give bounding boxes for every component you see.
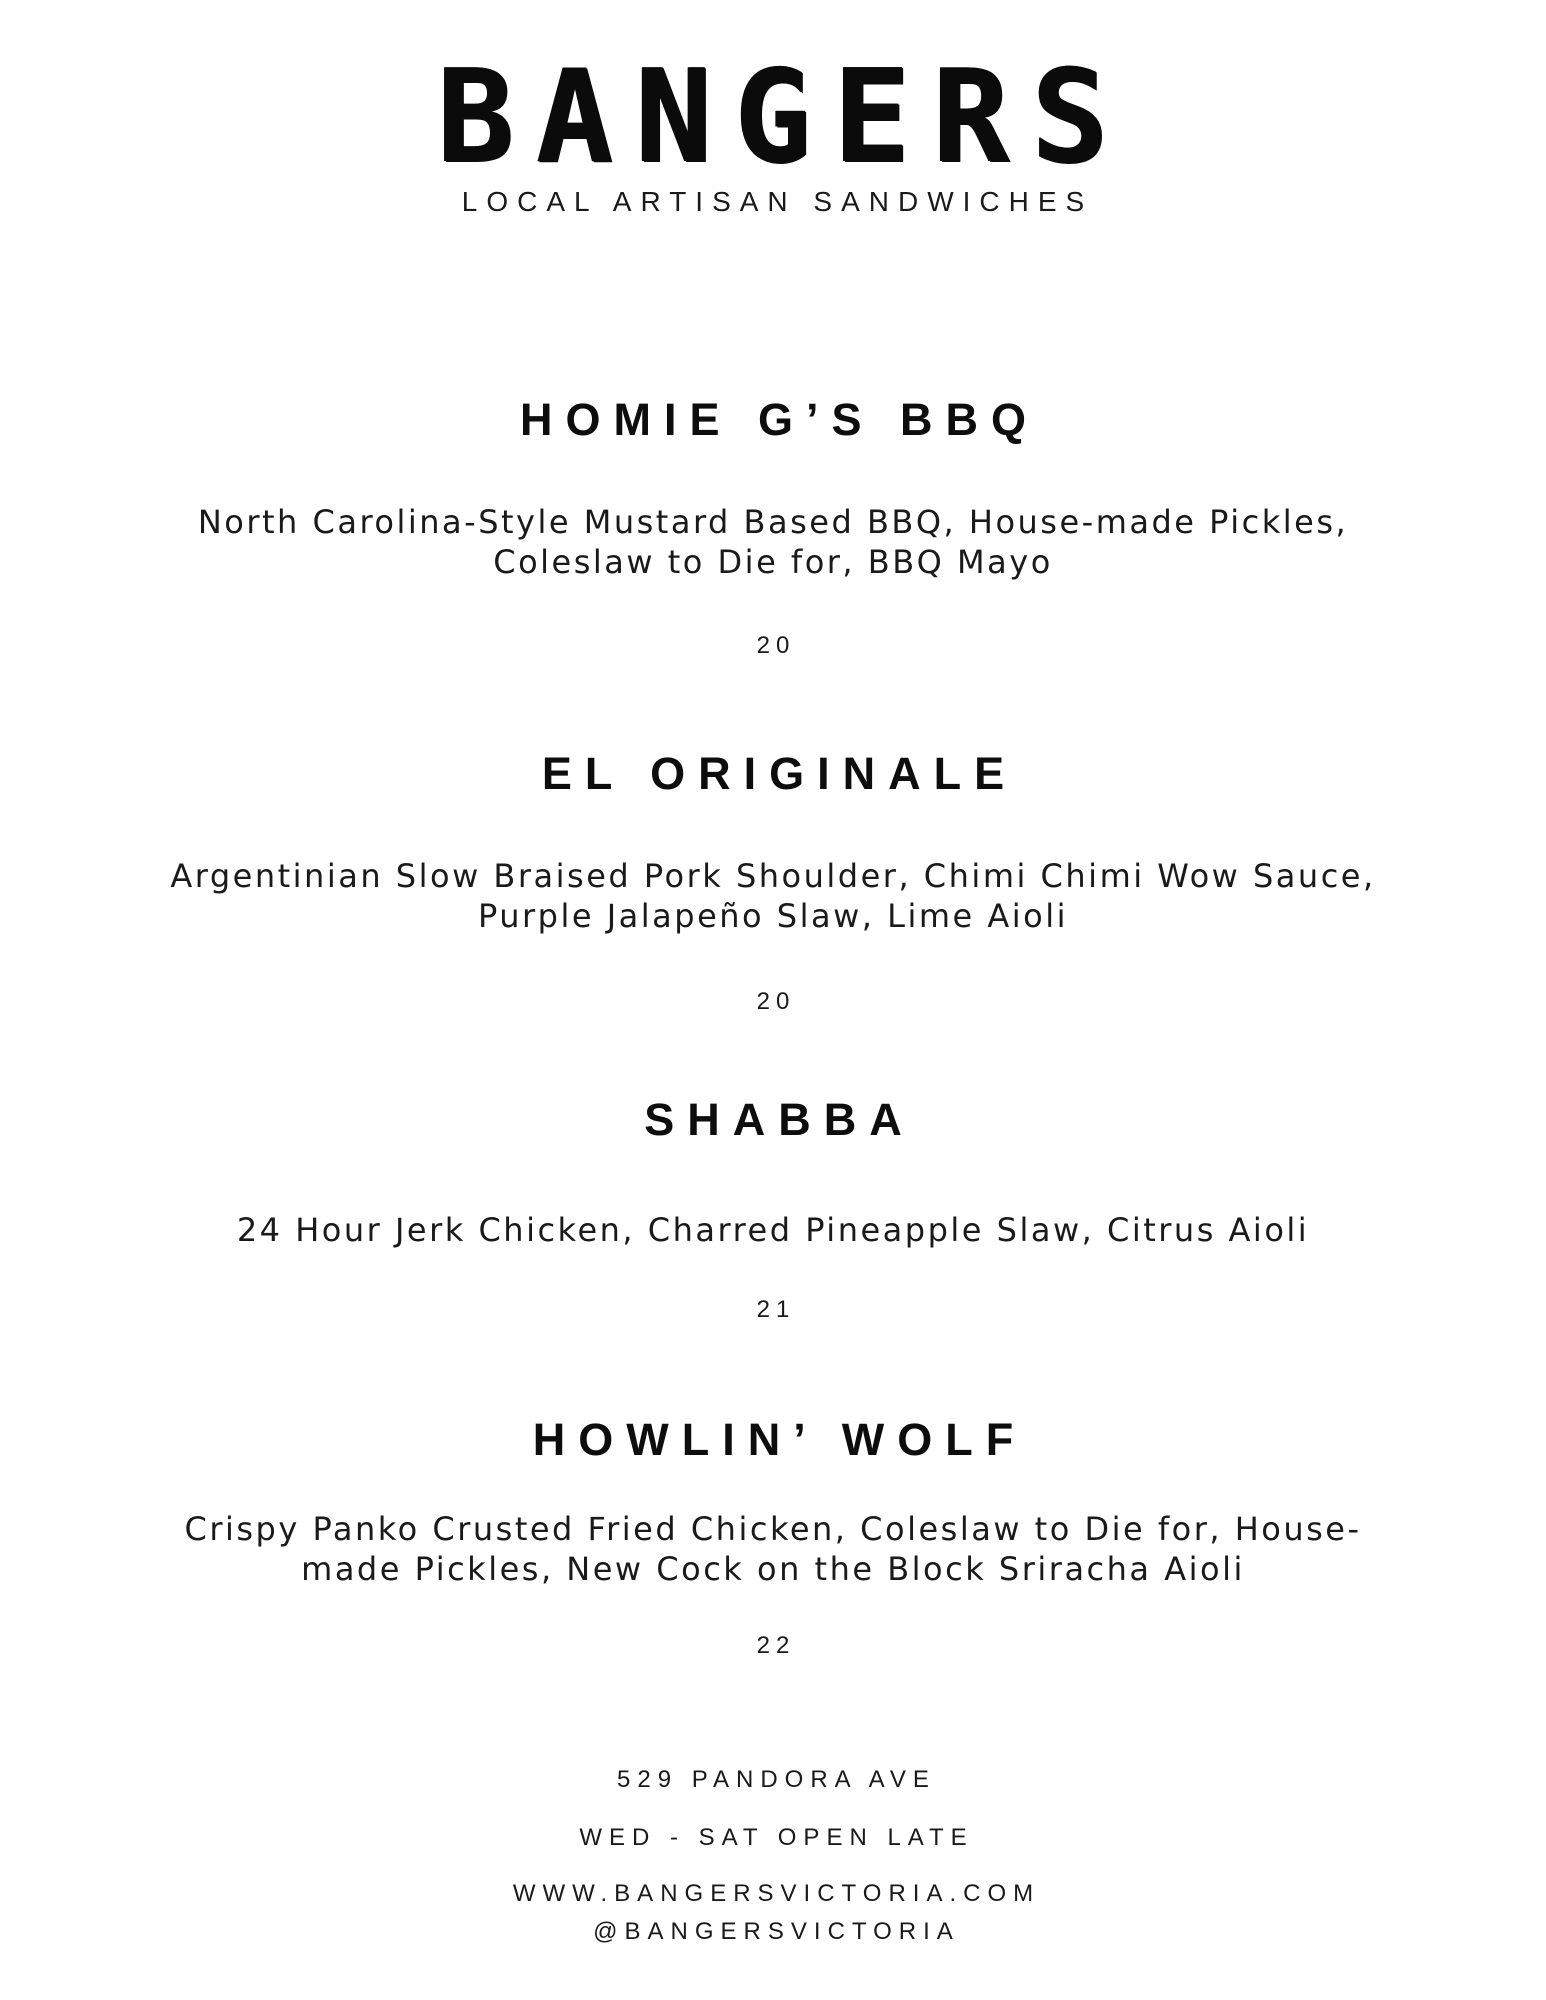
footer-website-link[interactable]: WWW.BANGERSVICTORIA.COM bbox=[512, 1880, 1041, 1907]
menu-item-price: 20 bbox=[756, 632, 796, 659]
footer-address: 529 PANDORA AVE bbox=[617, 1766, 936, 1793]
menu-item-description-line: 24 Hour Jerk Chicken, Charred Pineapple Slaw, Citrus Aioli bbox=[236, 1211, 1310, 1249]
brand-logo: BANGERS bbox=[437, 43, 1131, 192]
menu-item-name: SHABBA bbox=[644, 1094, 915, 1145]
menu-item-name: EL ORIGINALE bbox=[541, 748, 1018, 799]
menu-item-description-line: Crispy Panko Crusted Fried Chicken, Coleslaw to Die for, House- bbox=[184, 1510, 1362, 1548]
menu-item-name: HOMIE G’S BBQ bbox=[519, 394, 1040, 445]
menu-item-price: 21 bbox=[756, 1296, 796, 1323]
menu-item-name: HOWLIN’ WOLF bbox=[532, 1414, 1027, 1465]
menu-item-description-line: Purple Jalapeño Slaw, Lime Aioli bbox=[477, 897, 1069, 935]
footer-hours: WED - SAT OPEN LATE bbox=[579, 1824, 974, 1851]
menu-item-description-line: North Carolina-Style Mustard Based BBQ, House-made Pickles, bbox=[197, 503, 1349, 541]
menu-item-description-line: Argentinian Slow Braised Pork Shoulder, Chimi Chimi Wow Sauce, bbox=[170, 857, 1376, 895]
brand-tagline: LOCAL ARTISAN SANDWICHES bbox=[461, 186, 1094, 217]
menu-item-description-line: made Pickles, New Cock on the Block Sriracha Aioli bbox=[301, 1550, 1245, 1588]
footer-social-handle[interactable]: @BANGERSVICTORIA bbox=[593, 1918, 960, 1945]
menu-item-price: 20 bbox=[756, 988, 796, 1015]
menu-item-price: 22 bbox=[756, 1632, 796, 1659]
menu-item-description-line: Coleslaw to Die for, BBQ Mayo bbox=[493, 543, 1053, 581]
